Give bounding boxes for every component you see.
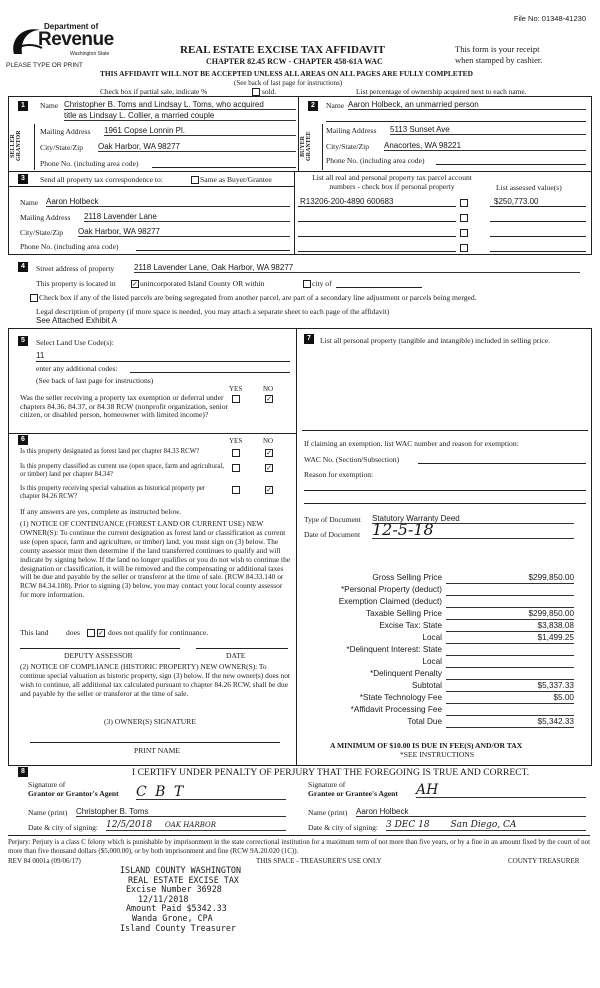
additional-codes-field[interactable] bbox=[130, 372, 290, 373]
tax-value-5[interactable]: $1,499.25 bbox=[446, 633, 574, 644]
section-1-number: 1 bbox=[18, 101, 28, 111]
section-8-number: 8 bbox=[18, 767, 28, 777]
seller-side-label: SELLER GRANTOR bbox=[10, 130, 22, 162]
notice-compliance: (2) NOTICE OF COMPLIANCE (HISTORIC PROPERTY) NEW OWNER(S): To continue special valuation as historic property, sign (3) below. If the new owner(s) does not wish to continue, all additional tax calculated pursuant to chapter 84.26 RCW, shall be due and payable by the seller or transferor at the time of sale. bbox=[20, 662, 290, 698]
segregated-checkbox[interactable] bbox=[30, 294, 38, 302]
grantor-name[interactable]: Christopher B. Toms bbox=[76, 807, 286, 817]
yes-header-5: YES bbox=[229, 385, 243, 393]
stamp-line-5: Amount Paid $5342.33 bbox=[126, 903, 227, 914]
grantee-sig-label-2: Grantee or Grantee's Agent bbox=[308, 789, 398, 798]
section-4-number: 4 bbox=[18, 262, 28, 272]
unincorporated-checkbox[interactable]: ✓ bbox=[132, 280, 138, 288]
exemption-yes-checkbox[interactable] bbox=[232, 395, 240, 403]
no-header-6: NO bbox=[263, 437, 274, 445]
buyer-city[interactable]: Anacortes, WA 98221 bbox=[384, 141, 586, 151]
buyer-name-label: Name bbox=[326, 101, 345, 110]
same-as-buyer-label: Same as Buyer/Grantee bbox=[200, 175, 272, 184]
tax-label-2: Exemption Claimed (deduct) bbox=[338, 597, 442, 606]
personal-property-checkbox-1[interactable] bbox=[460, 199, 468, 207]
seller-city[interactable]: Oak Harbor, WA 98277 bbox=[98, 142, 296, 152]
tax-label-1: *Personal Property (deduct) bbox=[340, 585, 442, 594]
forest-question: Is this property designated as forest land per chapter 84.33 RCW? bbox=[20, 448, 200, 455]
deputy-assessor-line[interactable] bbox=[20, 648, 180, 649]
seller-name-label: Name bbox=[40, 101, 59, 110]
doc-date[interactable]: 12-5-18 bbox=[372, 522, 574, 539]
print-name-line[interactable] bbox=[30, 742, 280, 743]
doc-type[interactable]: Statutory Warranty Deed bbox=[372, 514, 574, 524]
grantor-date-city[interactable] bbox=[106, 820, 286, 831]
personal-property-checkbox-3[interactable] bbox=[460, 229, 468, 237]
tax-label-7: Local bbox=[422, 657, 442, 666]
see-back-note: (See back of last page for instructions) bbox=[234, 79, 343, 87]
historic-yes-checkbox[interactable] bbox=[232, 486, 240, 494]
receipt-line-2: when stamped by cashier. bbox=[455, 55, 543, 65]
see-instructions: *SEE INSTRUCTIONS bbox=[400, 750, 475, 759]
logo-name: Revenue bbox=[38, 29, 114, 50]
tax-value-9[interactable]: $5,337.33 bbox=[446, 681, 574, 692]
corr-city-label: City/State/Zip bbox=[20, 228, 64, 237]
section-7-number: 7 bbox=[304, 334, 314, 344]
grantee-date-city[interactable] bbox=[386, 820, 586, 831]
seller-phone-field[interactable] bbox=[152, 167, 296, 168]
tax-label-8: *Delinquent Penalty bbox=[370, 669, 442, 678]
print-name-label: PRINT NAME bbox=[134, 746, 181, 755]
tax-value-12[interactable]: $5,342.33 bbox=[446, 717, 574, 728]
tax-label-4: Excise Tax: State bbox=[379, 621, 442, 630]
tax-value-8[interactable] bbox=[446, 669, 574, 680]
stamp-line-6: Wanda Grone, CPA bbox=[132, 912, 213, 923]
treasurer-stamp bbox=[112, 866, 241, 933]
grantor-sig-label-2: Grantor or Grantor's Agent bbox=[28, 789, 119, 798]
perjury-note: Perjury: Perjury is a class C felony which is punishable by imprisonment in the state correctional institution for a maximum term of not more than five years, or by a fine in an amount fixed by the court of not more than five thousand dollars ($5,000.00), or by both imprisonment and fine (RCW 9A.20.020 (1C)). bbox=[8, 838, 591, 855]
current-use-yes-checkbox[interactable] bbox=[232, 464, 240, 472]
tax-label-11: *Affidavit Processing Fee bbox=[350, 705, 442, 714]
county-treasurer-label: COUNTY TREASURER bbox=[508, 857, 580, 865]
stamp-line-2: REAL ESTATE EXCISE TAX bbox=[128, 874, 239, 885]
grantor-signature[interactable]: C B T bbox=[136, 786, 286, 800]
city-of-label: city of bbox=[312, 279, 332, 288]
grantee-name[interactable]: Aaron Holbeck bbox=[356, 807, 586, 817]
tax-label-0: Gross Selling Price bbox=[372, 573, 442, 582]
land-use-see-back: (See back of last page for instructions) bbox=[36, 376, 154, 385]
grantor-date-label: Date & city of signing: bbox=[28, 823, 99, 832]
corr-mailing-label: Mailing Address bbox=[20, 213, 71, 222]
land-use-label: Select Land Use Code(s): bbox=[36, 338, 114, 347]
no-header-5: NO bbox=[263, 385, 274, 393]
seller-name-line-2[interactable]: title as Lindsay L. Collier, a married couple bbox=[64, 111, 296, 121]
forest-no-checkbox[interactable]: ✓ bbox=[266, 449, 272, 457]
grantee-city: San Diego, CA bbox=[450, 820, 517, 830]
stamp-line-4: 12/11/2018 bbox=[138, 893, 189, 904]
grantee-sig-label-1: Signature of bbox=[308, 780, 346, 789]
notice-continuance: (1) NOTICE OF CONTINUANCE (FOREST LAND OR CURRENT USE) NEW OWNER(S): To continue the current designation as forest land or classification as current use (open space, farm and agriculture, or timber) land, you must sign on (3) below. The county assessor must then determine if the land transferred continues to qualify and will indicate by signing below. If the land no longer qualifies or you do not wish to continue the designation or classification, it will be removed and the compensating or additional taxes will be due and payable by the seller or transferor at the time of sale. (RCW 84.33.140 or RCW 84.34.108). Prior to signing (3) below, you may contact your local county assessor for more information. bbox=[20, 519, 291, 600]
city-of-field[interactable] bbox=[336, 287, 422, 288]
exemption-no-checkbox[interactable]: ✓ bbox=[266, 395, 272, 403]
parcel-header-1: List all real and personal property tax parcel account bbox=[312, 173, 472, 182]
grantor-sig-label bbox=[28, 780, 119, 798]
tax-value-3[interactable]: $299,850.00 bbox=[446, 609, 574, 620]
assessor-date-line[interactable] bbox=[196, 648, 288, 649]
grantee-date-label: Date & city of signing: bbox=[308, 823, 379, 832]
stamp-line-7: Island County Treasurer bbox=[120, 922, 236, 933]
historic-no-checkbox[interactable]: ✓ bbox=[266, 486, 272, 494]
located-county: unincorporated Island County OR within bbox=[140, 279, 265, 288]
doc-date-label: Date of Document bbox=[304, 530, 361, 539]
warning-text: THIS AFFIDAVIT WILL NOT BE ACCEPTED UNLESS ALL AREAS ON ALL PAGES ARE FULLY COMPLETED bbox=[100, 69, 473, 78]
forest-yes-checkbox[interactable] bbox=[232, 449, 240, 457]
tax-value-10[interactable]: $5.00 bbox=[446, 693, 574, 704]
please-type: PLEASE TYPE OR PRINT bbox=[6, 62, 83, 69]
stamp-line-1: ISLAND COUNTY WASHINGTON bbox=[120, 865, 242, 875]
tax-value-4[interactable]: $3,838.08 bbox=[446, 621, 574, 632]
section-5-number: 5 bbox=[18, 336, 28, 346]
deputy-assessor-label: DEPUTY ASSESSOR bbox=[64, 651, 133, 660]
legal-desc-value[interactable]: See Attached Exhibit A bbox=[36, 316, 117, 325]
wac-number-label: WAC No. (Section/Subsection) bbox=[304, 455, 400, 464]
form-title: REAL ESTATE EXCISE TAX AFFIDAVIT bbox=[180, 44, 385, 56]
located-label: This property is located in bbox=[36, 279, 116, 288]
owner-signature-label: (3) OWNER(S) SIGNATURE bbox=[104, 717, 196, 726]
seller-city-label: City/State/Zip bbox=[40, 143, 84, 152]
stamp-line-3: Excise Number 36928 bbox=[126, 884, 222, 895]
tax-value-2[interactable] bbox=[446, 597, 574, 608]
seller-mailing-label: Mailing Address bbox=[40, 127, 91, 136]
section-6-number: 6 bbox=[18, 435, 28, 445]
grantee-date: 3 DEC 18 bbox=[386, 820, 430, 830]
current-use-question: Is this property classified as current use (open space, farm and agricultural, or timber) land per chapter 84.34? bbox=[20, 463, 225, 478]
form-revision: REV 84 0001a (09/06/17) bbox=[8, 857, 81, 865]
buyer-phone-label: Phone No. (including area code) bbox=[326, 156, 425, 165]
tax-value-6[interactable] bbox=[446, 645, 574, 656]
seller-mailing[interactable]: 1961 Copse Lonnin Pl. bbox=[104, 126, 296, 136]
buyer-side-label: BUYER GRANTEE bbox=[300, 131, 312, 161]
buyer-mailing-label: Mailing Address bbox=[326, 126, 377, 135]
parcel-header bbox=[300, 173, 484, 191]
corr-name[interactable]: Aaron Holbeck bbox=[46, 197, 290, 207]
street-address[interactable]: 2118 Lavender Lane, Oak Harbor, WA 98277 bbox=[134, 263, 580, 273]
form-subtitle: CHAPTER 82.45 RCW - CHAPTER 458-61A WAC bbox=[206, 57, 383, 66]
tax-label-9: Subtotal bbox=[411, 681, 442, 690]
does-label: does bbox=[66, 628, 80, 637]
ownership-note: List percentage of ownership acquired next to each name. bbox=[356, 87, 527, 96]
tax-value-11[interactable] bbox=[446, 705, 574, 716]
seller-name[interactable]: Christopher B. Toms and Lindsay L. Toms, who acquired bbox=[64, 100, 296, 110]
legal-desc-label: Legal description of property (if more space is needed, you may attach a separate sheet to each page of the affidavit) bbox=[36, 307, 390, 316]
buyer-mailing[interactable]: 5113 Sunset Ave bbox=[390, 125, 586, 135]
assessed-header: List assessed value(s) bbox=[496, 183, 562, 192]
grantor-name-label: Name (print) bbox=[28, 808, 68, 817]
section-2-number: 2 bbox=[308, 101, 318, 111]
buyer-name[interactable]: Aaron Holbeck, an unmarried person bbox=[348, 100, 586, 110]
parcel-number-1[interactable]: R13206-200-4890 600683 bbox=[300, 197, 394, 206]
segregated-label: Check box if any of the listed parcels are being segregated from another parcel, are part of a secondary line adjustment or parcels being merged. bbox=[39, 293, 477, 302]
personal-property-label: List all personal property (tangible and intangible) included in selling price. bbox=[320, 336, 551, 345]
land-use-code[interactable]: 11 bbox=[36, 351, 45, 360]
exemption-wac-label: If claiming an exemption, list WAC number and reason for exemption: bbox=[304, 439, 519, 448]
corr-city[interactable]: Oak Harbor, WA 98277 bbox=[78, 227, 290, 237]
partial-sale-label: Check box if partial sale, indicate % bbox=[100, 87, 208, 96]
tax-value-1[interactable] bbox=[446, 585, 574, 596]
certify-statement: I CERTIFY UNDER PENALTY OF PERJURY THAT THE FOREGOING IS TRUE AND CORRECT. bbox=[132, 767, 530, 778]
treasurer-only: THIS SPACE - TREASURER'S USE ONLY bbox=[256, 857, 382, 865]
historic-question: Is this property receiving special valuation as historical property per chapter 84.26 RCW? bbox=[20, 485, 206, 500]
current-use-no-checkbox[interactable]: ✓ bbox=[266, 464, 272, 472]
qualifies-does-not-checkbox[interactable]: ✓ bbox=[98, 629, 104, 637]
exemption-question: Was the seller receiving a property tax exemption or deferral under chapters 84.36, 84.37, or 84.38 RCW (nonprofit organization, senior citizen, or disabled person, homeowner with limited income)? bbox=[20, 393, 229, 420]
this-land-label: This land bbox=[20, 628, 49, 637]
wac-number-field[interactable] bbox=[418, 463, 586, 464]
grantee-signature[interactable]: AH bbox=[416, 784, 586, 798]
grantor-date: 12/5/2018 bbox=[106, 820, 153, 830]
qualifies-does-checkbox[interactable] bbox=[87, 629, 95, 637]
personal-property-checkbox-2[interactable] bbox=[460, 214, 468, 222]
seller-phone-label: Phone No. (including area code) bbox=[40, 159, 139, 168]
section-3-number: 3 bbox=[18, 174, 28, 184]
revenue-logo bbox=[8, 22, 128, 64]
tax-value-0[interactable]: $299,850.00 bbox=[446, 573, 574, 584]
yes-header-6: YES bbox=[229, 437, 243, 445]
tax-label-12: Total Due bbox=[407, 717, 442, 726]
buyer-phone-field[interactable] bbox=[436, 164, 586, 165]
if-yes-note: If any answers are yes, complete as instructed below. bbox=[20, 507, 182, 516]
tax-label-5: Local bbox=[422, 633, 442, 642]
file-number: File No: 01348-41230 bbox=[513, 14, 586, 23]
grantor-sig-label-1: Signature of bbox=[28, 780, 66, 789]
tax-label-3: Taxable Selling Price bbox=[365, 609, 442, 618]
assessed-value-1[interactable]: $250,773.00 bbox=[494, 197, 539, 206]
tax-value-7[interactable] bbox=[446, 657, 574, 668]
logo-dept: Department of bbox=[44, 22, 99, 31]
corr-phone-field[interactable] bbox=[136, 250, 290, 251]
exemption-reason-label: Reason for exemption: bbox=[304, 470, 374, 479]
corr-name-label: Name bbox=[20, 198, 39, 207]
buyer-city-label: City/State/Zip bbox=[326, 142, 370, 151]
sold-label: sold. bbox=[262, 87, 277, 96]
assessor-date-label: DATE bbox=[226, 651, 246, 660]
receipt-line-1: This form is your receipt bbox=[455, 44, 540, 54]
additional-codes-label: enter any additional codes: bbox=[36, 364, 118, 373]
parcel-header-2: numbers - check box if personal property bbox=[329, 182, 455, 191]
doc-type-label: Type of Document bbox=[304, 515, 361, 524]
same-as-buyer-checkbox[interactable] bbox=[191, 176, 199, 184]
minimum-fee-note: A MINIMUM OF $10.00 IS DUE IN FEE(S) AND/OR TAX bbox=[330, 741, 523, 750]
does-not-label: does not qualify for continuance. bbox=[108, 628, 209, 637]
corr-mailing[interactable]: 2118 Lavender Lane bbox=[84, 212, 290, 222]
grantee-name-label: Name (print) bbox=[308, 808, 348, 817]
logo-state: Washington State bbox=[70, 51, 110, 57]
grantee-sig-label bbox=[308, 780, 398, 798]
tax-label-10: *State Technology Fee bbox=[359, 693, 442, 702]
correspondence-label: Send all property tax correspondence to: bbox=[40, 175, 163, 184]
city-of-checkbox[interactable] bbox=[303, 280, 311, 288]
street-label: Street address of property bbox=[36, 264, 115, 273]
grantor-city: OAK HARBOR bbox=[165, 821, 216, 829]
corr-phone-label: Phone No. (including area code) bbox=[20, 242, 119, 251]
partial-sale-checkbox[interactable] bbox=[252, 88, 260, 96]
tax-label-6: *Delinquent Interest: State bbox=[346, 645, 442, 654]
personal-property-checkbox-4[interactable] bbox=[460, 244, 468, 252]
